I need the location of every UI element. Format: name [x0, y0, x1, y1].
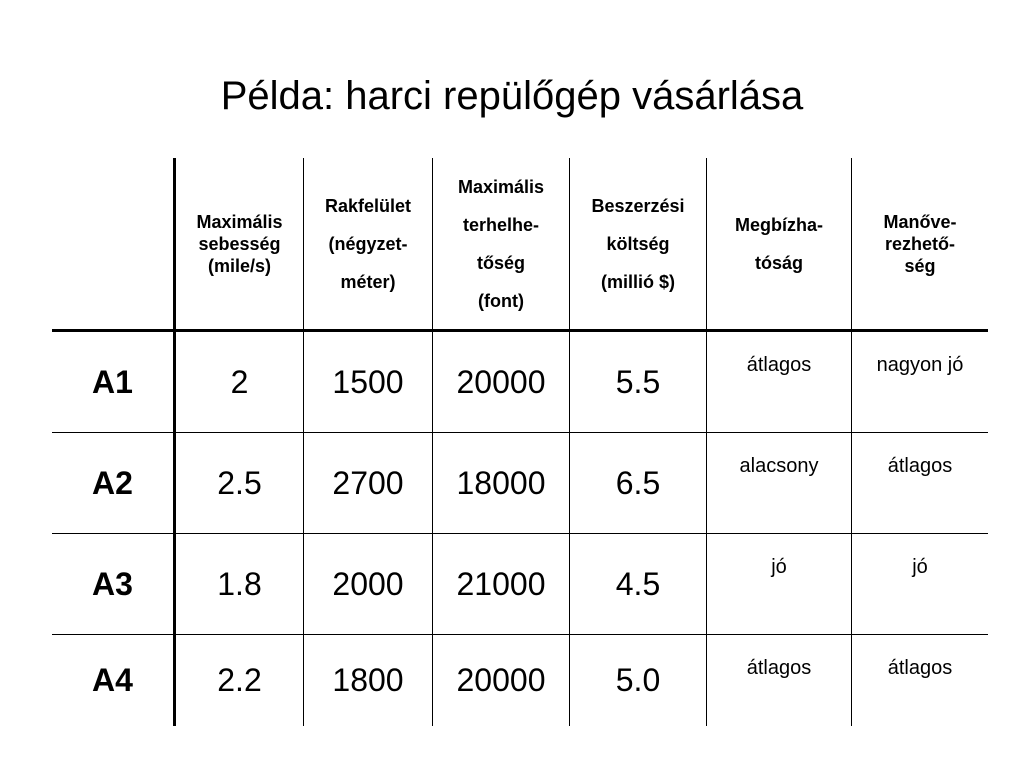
column-header-max-load — [433, 158, 569, 329]
max-speed-cell: 1.8 — [217, 565, 262, 602]
reliability-cell: átlagos — [746, 657, 812, 679]
header-line: méter) — [340, 271, 396, 292]
reliability-cell: átlagos — [746, 354, 812, 376]
reliability-cell: alacsony — [739, 455, 819, 477]
cargo-area-cell: 1500 — [332, 363, 404, 400]
header-line: (négyzet- — [328, 233, 408, 254]
header-line: Beszerzési — [591, 195, 685, 216]
cargo-area-cell: 2700 — [332, 464, 404, 501]
maneuverability-cell: átlagos — [887, 657, 953, 679]
maneuverability-cell: jó — [912, 556, 928, 578]
header-line: Megbízha- — [735, 214, 823, 235]
row-label: A2 — [92, 464, 133, 501]
purchase-cost-cell: 4.5 — [615, 565, 661, 602]
max-speed-cell: 2 — [230, 363, 249, 400]
max-load-cell: 20000 — [456, 662, 546, 698]
purchase-cost-cell: 5.0 — [615, 662, 661, 698]
maneuverability-cell: átlagos — [887, 455, 953, 477]
header-line: Maximális — [196, 211, 283, 232]
column-header-reliability — [707, 158, 851, 329]
header-line: (font) — [478, 290, 524, 311]
max-speed-cell: 2.2 — [217, 662, 262, 698]
max-load-cell: 21000 — [456, 565, 546, 602]
header-line: (millió $) — [600, 271, 675, 292]
header-line: (mile/s) — [207, 255, 271, 276]
max-load-cell: 18000 — [456, 464, 546, 501]
max-speed-cell: 2.5 — [217, 464, 262, 501]
row-label: A4 — [92, 662, 133, 698]
header-line: terhelhe- — [462, 214, 539, 235]
header-line: Maximális — [457, 176, 545, 197]
column-header-purchase-cost — [570, 158, 706, 329]
purchase-cost-cell: 5.5 — [615, 363, 661, 400]
cargo-area-cell: 2000 — [332, 565, 404, 602]
maneuverability-cell: nagyon jó — [876, 354, 964, 376]
purchase-cost-cell: 6.5 — [615, 464, 661, 501]
column-header-cargo-area — [304, 158, 432, 329]
max-load-cell: 20000 — [456, 363, 546, 400]
reliability-cell: jó — [771, 556, 787, 578]
header-line: Manőve- — [883, 211, 957, 232]
cargo-area-cell: 1800 — [332, 662, 404, 698]
header-line: költség — [606, 233, 670, 254]
header-line: sebesség — [198, 233, 281, 254]
header-line: rezhető- — [884, 233, 955, 254]
header-line: tőség — [476, 252, 525, 273]
row-label: A1 — [92, 363, 133, 400]
column-header-maneuverability — [852, 158, 988, 329]
header-line: Rakfelület — [324, 195, 412, 216]
row-label: A3 — [92, 565, 133, 602]
header-line: tóság — [754, 252, 803, 273]
slide-title: Példa: harci repülőgép vásárlása — [220, 74, 804, 118]
column-header-max-speed — [176, 158, 303, 329]
header-line: ség — [904, 255, 936, 276]
